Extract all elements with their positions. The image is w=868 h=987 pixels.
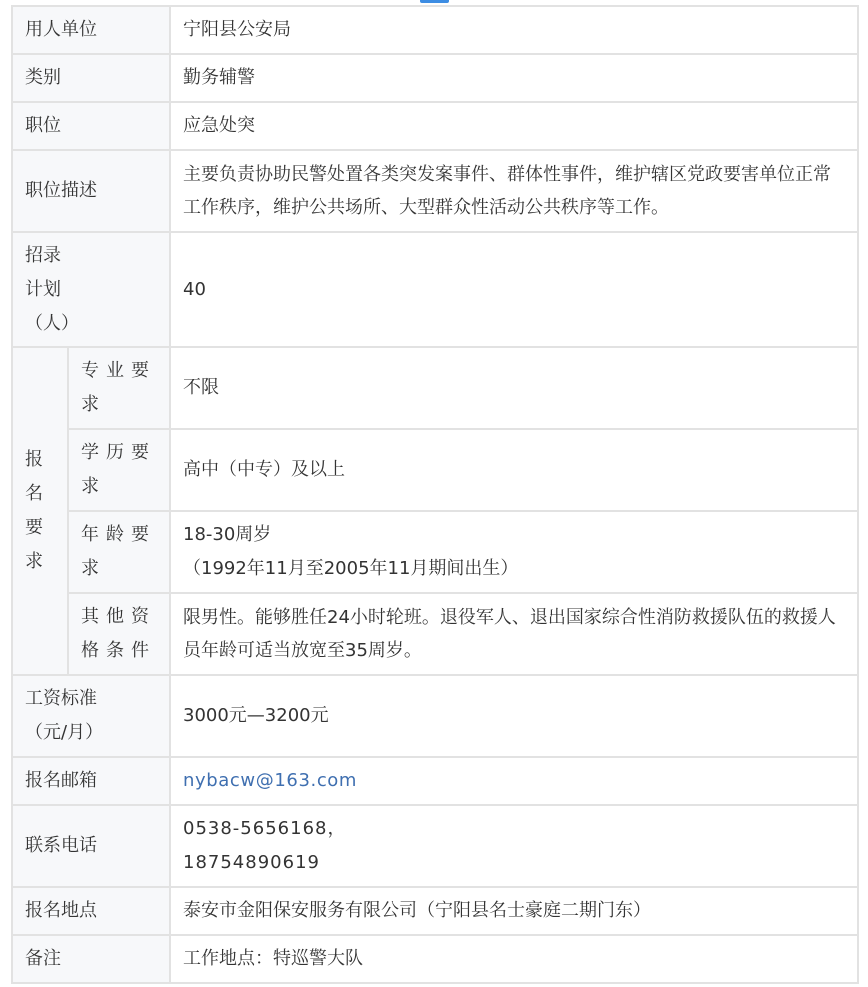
row-notes: [12, 935, 858, 983]
requirements-label-char: 报: [25, 449, 43, 470]
row-phone: [12, 805, 858, 887]
quota-value: 40: [170, 232, 858, 347]
employer-label: 用人单位: [12, 6, 170, 54]
row-major-requirement: [12, 347, 858, 429]
age-requirement-line: 18-30周岁: [183, 524, 272, 545]
row-description: [12, 150, 858, 232]
education-requirement-label: 学历要求: [68, 429, 170, 511]
row-quota: [12, 232, 858, 347]
email-label: 报名邮箱: [12, 757, 170, 805]
major-requirement-value: 不限: [170, 347, 858, 429]
row-age-requirement: [12, 511, 858, 593]
quota-label-line: （人）: [25, 312, 79, 334]
other-requirement-label: 其他资格条件: [68, 593, 170, 675]
salary-label-line: （元/月）: [25, 722, 104, 743]
requirements-label-char: 求: [25, 551, 43, 572]
notes-value: 工作地点：特巡警大队: [170, 935, 858, 983]
employer-value: 宁阳县公安局: [170, 6, 858, 54]
email-cell: [170, 757, 858, 805]
quota-label-line: 招录: [25, 244, 61, 266]
education-requirement-value: 高中（中专）及以上: [170, 429, 858, 511]
other-requirement-value: 限男性。能够胜任24小时轮班。退役军人、退出国家综合性消防救援队伍的救援人员年龄可适当放宽至35周岁。: [170, 593, 858, 675]
phone-line: 18754890619: [183, 852, 320, 873]
row-position: [12, 102, 858, 150]
email-link[interactable]: nybacw@163.com: [183, 770, 358, 791]
salary-label: [12, 675, 170, 757]
phone-line: 0538-5656168，: [183, 818, 347, 839]
position-label: 职位: [12, 102, 170, 150]
location-value: 泰安市金阳保安服务有限公司（宁阳县名士豪庭二期门东）: [170, 887, 858, 935]
row-other-requirement: [12, 593, 858, 675]
requirements-group-label: [12, 347, 68, 675]
row-location: [12, 887, 858, 935]
scroll-indicator: [420, 0, 449, 3]
phone-label: 联系电话: [12, 805, 170, 887]
notes-label: 备注: [12, 935, 170, 983]
age-requirement-value: [170, 511, 858, 593]
salary-value: 3000元—3200元: [170, 675, 858, 757]
phone-value: [170, 805, 858, 887]
age-requirement-line: （1992年11月至2005年11月期间出生）: [183, 558, 519, 579]
description-value: 主要负责协助民警处置各类突发案事件、群体性事件，维护辖区党政要害单位正常工作秩序，维护公共场所、大型群众性活动公共秩序等工作。: [170, 150, 858, 232]
position-value: 应急处突: [170, 102, 858, 150]
category-value: 勤务辅警: [170, 54, 858, 102]
row-education-requirement: [12, 429, 858, 511]
recruitment-info-table: [11, 5, 859, 984]
location-label: 报名地点: [12, 887, 170, 935]
requirements-label-char: 名: [25, 483, 43, 504]
quota-label: [12, 232, 170, 347]
major-requirement-label: 专业要求: [68, 347, 170, 429]
quota-label-line: 计划: [25, 278, 61, 300]
salary-label-line: 工资标准: [25, 688, 97, 709]
row-category: [12, 54, 858, 102]
row-salary: [12, 675, 858, 757]
category-label: 类别: [12, 54, 170, 102]
age-requirement-label: 年龄要求: [68, 511, 170, 593]
row-email: [12, 757, 858, 805]
requirements-label-char: 要: [25, 517, 43, 538]
description-label: 职位描述: [12, 150, 170, 232]
row-employer: [12, 6, 858, 54]
